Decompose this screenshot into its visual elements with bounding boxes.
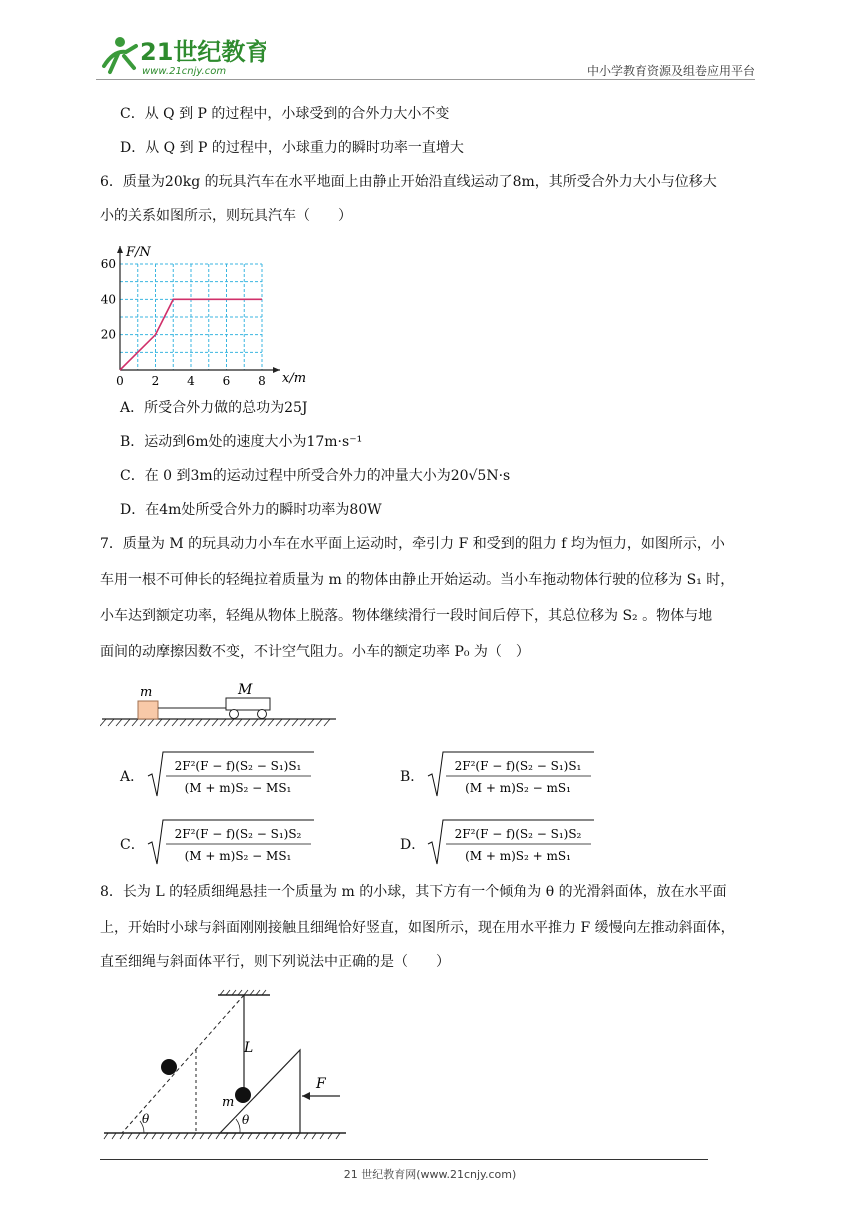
ball	[235, 1087, 251, 1103]
y-axis-arrow	[117, 246, 123, 253]
svg-text:2F²(F − f)(S₂ − S₁)S₁: 2F²(F − f)(S₂ − S₁)S₁	[174, 759, 302, 773]
q6-option-b: B．运动到6m处的速度大小为17m·s⁻¹	[120, 434, 363, 450]
q6-option-d: D．在4m处所受合外力的瞬时功率为80W	[120, 502, 382, 518]
q6-force-displacement-chart	[96, 236, 306, 388]
x-axis-arrow	[273, 367, 280, 373]
label-m: m	[140, 685, 153, 700]
y-tick-label: 20	[100, 327, 116, 342]
svg-text:2F²(F − f)(S₂ − S₁)S₂: 2F²(F − f)(S₂ − S₁)S₂	[174, 827, 302, 841]
x-tick-label: 6	[222, 374, 231, 388]
q8-incline-figure	[100, 988, 350, 1140]
label-theta-final: θ	[142, 1112, 150, 1126]
svg-text:(M + m)S₂ − MS₁: (M + m)S₂ − MS₁	[184, 849, 292, 863]
y-axis-label: F/N	[126, 245, 151, 260]
q7-stem-line3: 小车达到额定功率，轻绳从物体上脱落。物体继续滑行一段时间后停下，其总位移为 S₂ 。物体与地	[100, 608, 713, 624]
q6-stem-line2: 小的关系如图所示，则玩具汽车（ ）	[100, 208, 352, 224]
wheel-left	[230, 710, 239, 719]
x-axis-label: x/m	[282, 371, 306, 386]
q6-option-c: C．在 0 到3m的运动过程中所受合外力的冲量大小为20√5N·s	[120, 468, 511, 484]
q7-option-b-label: B．	[400, 769, 425, 785]
svg-text:(M + m)S₂ − mS₁: (M + m)S₂ − mS₁	[465, 781, 571, 795]
q6-stem-line1: 6．质量为20kg 的玩具汽车在水平地面上由静止开始沿直线运动了8m，其所受合外力大小与位移大	[100, 174, 717, 190]
string-final-dashed	[122, 995, 244, 1133]
site-logo	[96, 32, 266, 78]
q7-stem-line1: 7．质量为 M 的玩具动力小车在水平面上运动时，牵引力 F 和受到的阻力 f 均为恒力，如图所示，小	[100, 536, 725, 552]
car-body	[226, 698, 270, 710]
q7-car-figure	[100, 680, 340, 730]
label-F: F	[316, 1076, 326, 1092]
ground-hatching	[104, 1133, 340, 1139]
header-divider	[96, 79, 755, 80]
y-tick-label: 40	[100, 292, 116, 307]
q7-option-c-formula	[146, 816, 316, 868]
q7-option-c-label: C．	[120, 837, 145, 853]
q8-stem-line3: 直至细绳与斜面体平行，则下列说法中正确的是（ ）	[100, 954, 450, 970]
q7-option-b-formula	[426, 748, 596, 800]
ball-final	[161, 1059, 177, 1075]
q7-option-a-label: A．	[120, 769, 145, 785]
svg-text:2F²(F − f)(S₂ − S₁)S₂: 2F²(F − f)(S₂ − S₁)S₂	[454, 827, 582, 841]
q5-option-c: C．从 Q 到 P 的过程中，小球受到的合外力大小不变	[120, 106, 450, 122]
label-M: M	[238, 682, 253, 698]
footer-divider	[100, 1159, 708, 1160]
q7-option-a-formula	[146, 748, 316, 800]
q7-option-d-formula	[426, 816, 596, 868]
block-m	[138, 701, 158, 719]
svg-text:2F²(F − f)(S₂ − S₁)S₁: 2F²(F − f)(S₂ − S₁)S₁	[454, 759, 582, 773]
q8-stem-line2: 上，开始时小球与斜面刚刚接触且细绳恰好竖直，如图所示，现在用水平推力 F 缓慢向左推动斜面体，	[100, 920, 735, 936]
label-theta: θ	[242, 1113, 250, 1127]
x-tick-label: 8	[258, 374, 266, 388]
label-L: L	[244, 1040, 254, 1056]
wheel-right	[258, 710, 267, 719]
ground-hatching	[100, 719, 330, 726]
q7-stem-line4: 面间的动摩擦因数不变，不计空气阻力。小车的额定功率 P₀ 为（ ）	[100, 644, 530, 660]
label-m: m	[222, 1095, 235, 1110]
x-tick-label: 2	[151, 374, 160, 388]
incline-block	[220, 1050, 300, 1133]
header-platform-text: 中小学教育资源及组卷应用平台	[586, 64, 755, 78]
q7-stem-line2: 车用一根不可伸长的轻绳拉着质量为 m 的物体由静止开始运动。当小车拖动物体行驶的位移为 S₁ 时，	[100, 572, 735, 588]
x-tick-label: 4	[187, 374, 195, 388]
q7-option-d-label: D．	[400, 837, 426, 853]
logo-url: www.21cnjy.com	[142, 66, 227, 77]
q6-option-a: A．所受合外力做的总功为25J	[120, 400, 308, 416]
y-tick-label: 60	[100, 257, 116, 271]
q5-option-d: D．从 Q 到 P 的过程中，小球重力的瞬时功率一直增大	[120, 140, 464, 156]
footer-text: 21 世纪教育网(www.21cnjy.com)	[343, 1168, 517, 1181]
svg-text:(M + m)S₂ − MS₁: (M + m)S₂ − MS₁	[184, 781, 292, 795]
svg-text:(M + m)S₂ + mS₁: (M + m)S₂ + mS₁	[465, 849, 571, 863]
x-tick-label: 0	[116, 374, 124, 388]
logo-title: 21世纪教育	[140, 38, 266, 66]
q8-stem-line1: 8．长为 L 的轻质细绳悬挂一个质量为 m 的小球，其下方有一个倾角为 θ 的光滑斜面体，放在水平面	[100, 884, 727, 900]
